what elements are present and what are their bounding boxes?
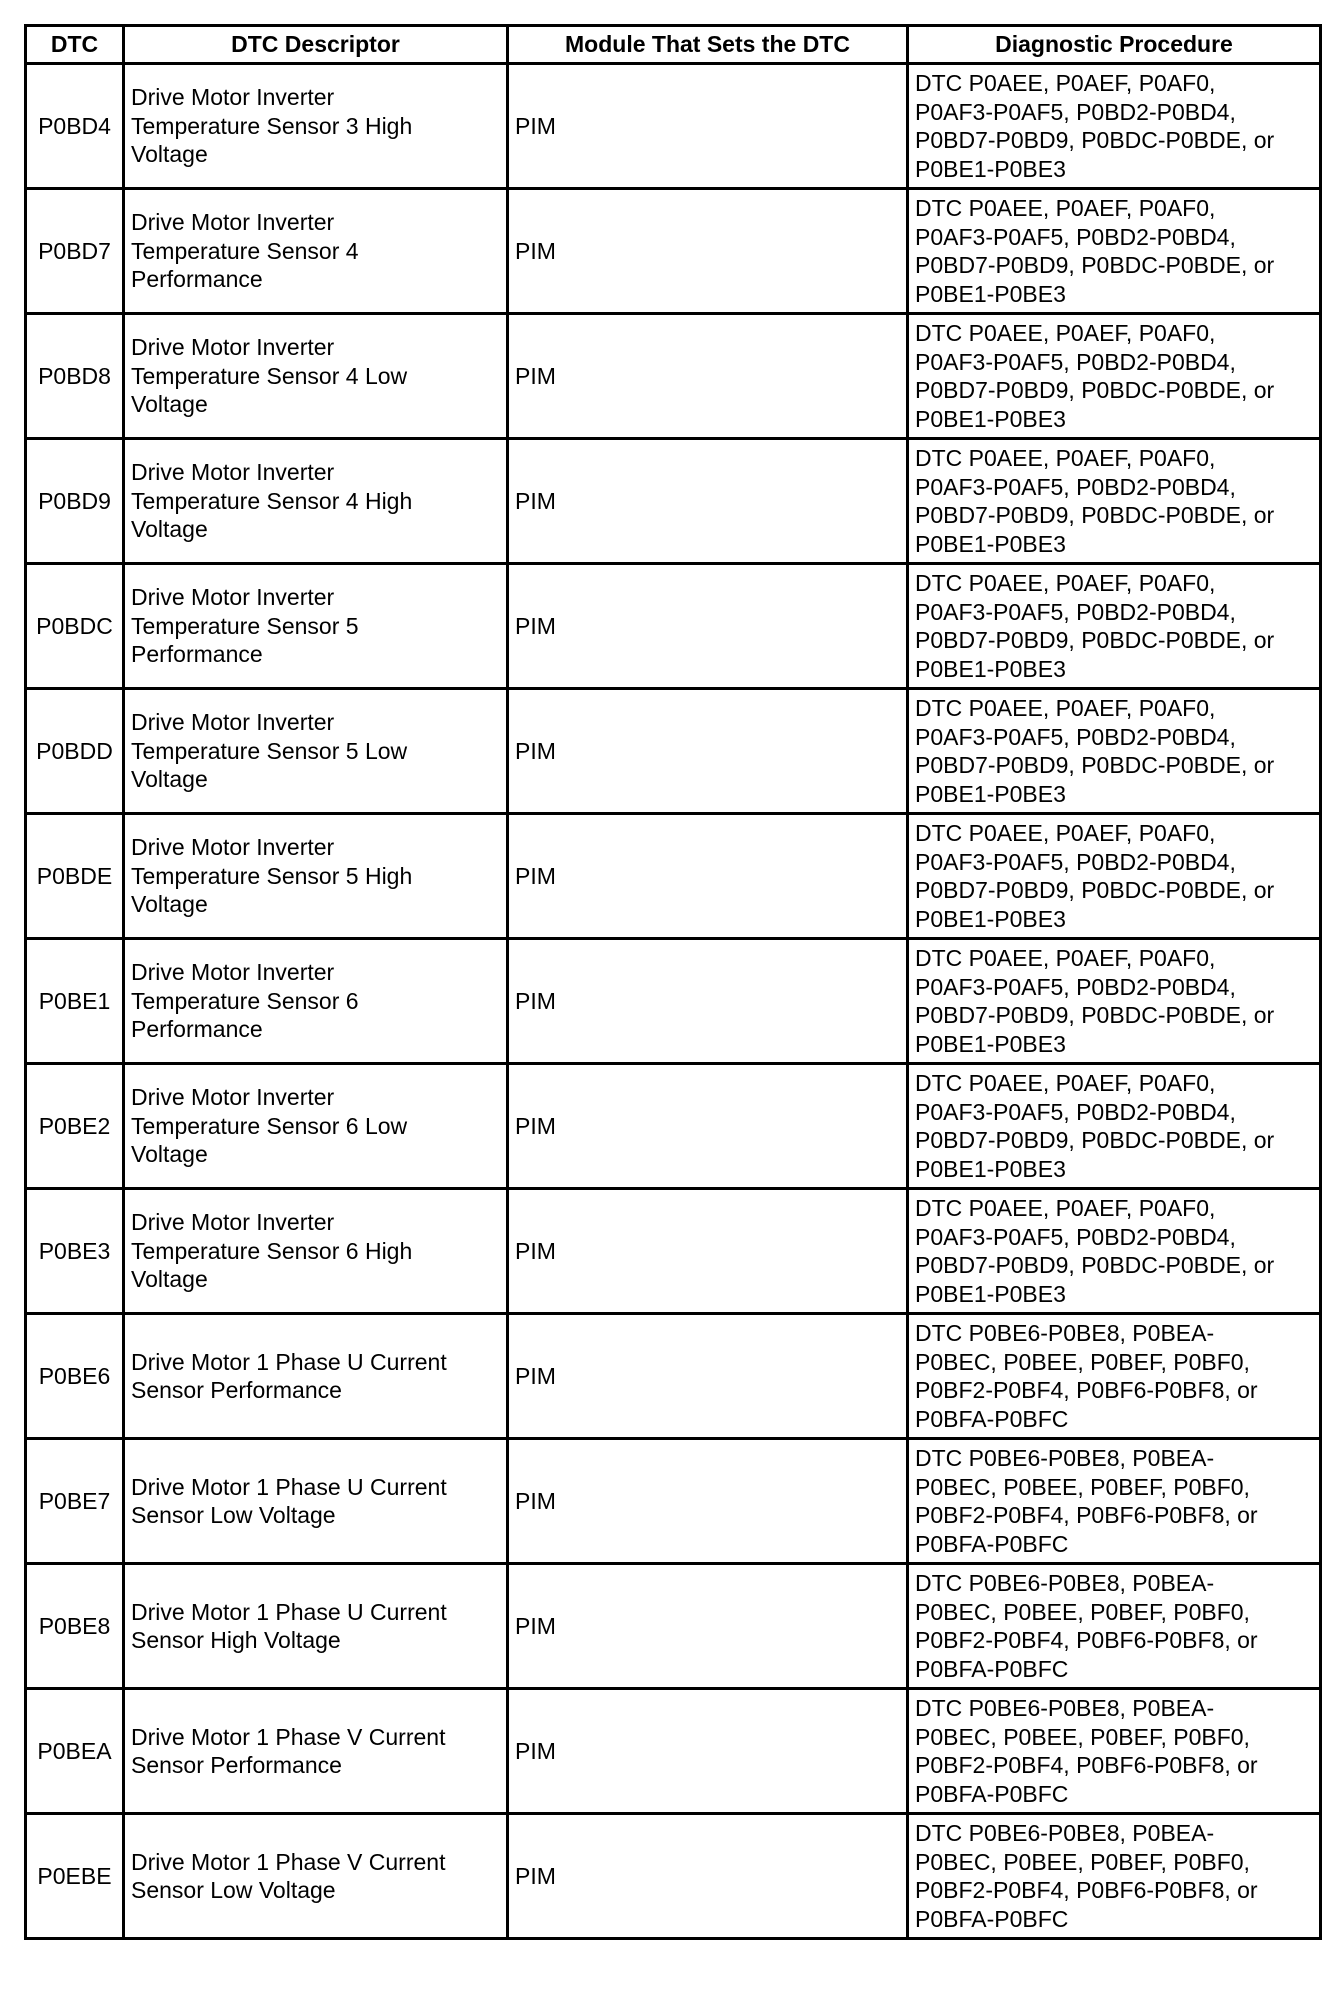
procedure-line: P0BFA-P0BFC — [915, 1655, 1069, 1682]
diagnostic-procedure-cell — [908, 1064, 1321, 1189]
diagnostic-procedure-cell — [908, 814, 1321, 939]
descriptor-line: Temperature Sensor 4 High — [131, 487, 413, 514]
diagnostic-procedure-cell — [908, 64, 1321, 189]
procedure-line: P0BD7-P0BD9, P0BDC-P0BDE, or — [915, 127, 1275, 153]
module-cell: PIM — [508, 1564, 908, 1689]
descriptor-line: Temperature Sensor 6 — [131, 987, 359, 1014]
procedure-line: P0BFA-P0BFC — [915, 1905, 1069, 1932]
dtc-descriptor-cell — [124, 1814, 508, 1939]
descriptor-line: Voltage — [131, 891, 208, 918]
procedure-line: P0AF3-P0AF5, P0BD2-P0BD4, — [915, 1098, 1236, 1125]
descriptor-line: Temperature Sensor 3 High — [131, 112, 413, 139]
descriptor-line: Voltage — [131, 516, 208, 543]
dtc-descriptor-cell — [124, 1439, 508, 1564]
module-cell: PIM — [508, 1814, 908, 1939]
descriptor-line: Drive Motor 1 Phase U Current — [131, 1598, 447, 1625]
dtc-code-cell: P0BD8 — [26, 314, 124, 439]
descriptor-line: Drive Motor Inverter — [131, 1209, 335, 1236]
procedure-line: DTC P0AEE, P0AEF, P0AF0, — [915, 570, 1216, 596]
procedure-line: P0AF3-P0AF5, P0BD2-P0BD4, — [915, 473, 1236, 500]
descriptor-line: Temperature Sensor 4 Low — [131, 362, 408, 389]
table-row — [26, 1189, 1321, 1314]
procedure-line: P0BF2-P0BF4, P0BF6-P0BF8, or — [915, 1877, 1258, 1903]
header-dtc: DTC — [26, 26, 124, 64]
dtc-code-cell: P0BE6 — [26, 1314, 124, 1439]
procedure-line: P0BD7-P0BD9, P0BDC-P0BDE, or — [915, 1252, 1275, 1278]
procedure-line: P0BF2-P0BF4, P0BF6-P0BF8, or — [915, 1752, 1258, 1778]
procedure-line: P0BD7-P0BD9, P0BDC-P0BDE, or — [915, 1002, 1275, 1028]
dtc-descriptor-cell — [124, 1689, 508, 1814]
procedure-line: P0AF3-P0AF5, P0BD2-P0BD4, — [915, 348, 1236, 375]
procedure-line: P0BFA-P0BFC — [915, 1530, 1069, 1557]
dtc-code-cell: P0BE3 — [26, 1189, 124, 1314]
diagnostic-procedure-cell — [908, 1814, 1321, 1939]
table-row — [26, 1564, 1321, 1689]
module-cell: PIM — [508, 1439, 908, 1564]
descriptor-line: Voltage — [131, 391, 208, 418]
module-cell: PIM — [508, 939, 908, 1064]
table-row — [26, 1689, 1321, 1814]
dtc-descriptor-cell — [124, 439, 508, 564]
procedure-line: P0BEC, P0BEE, P0BEF, P0BF0, — [915, 1473, 1250, 1500]
descriptor-line: Drive Motor 1 Phase U Current — [131, 1473, 447, 1500]
descriptor-line: Voltage — [131, 1266, 208, 1293]
descriptor-line: Temperature Sensor 6 High — [131, 1237, 413, 1264]
module-cell: PIM — [508, 1689, 908, 1814]
module-cell: PIM — [508, 564, 908, 689]
module-cell: PIM — [508, 1064, 908, 1189]
procedure-line: P0BF2-P0BF4, P0BF6-P0BF8, or — [915, 1502, 1258, 1528]
procedure-line: P0AF3-P0AF5, P0BD2-P0BD4, — [915, 223, 1236, 250]
dtc-descriptor-cell — [124, 314, 508, 439]
procedure-line: P0BD7-P0BD9, P0BDC-P0BDE, or — [915, 877, 1275, 903]
procedure-line: P0BE1-P0BE3 — [915, 405, 1066, 432]
table-body — [26, 64, 1321, 1939]
procedure-line: P0AF3-P0AF5, P0BD2-P0BD4, — [915, 598, 1236, 625]
procedure-line: P0AF3-P0AF5, P0BD2-P0BD4, — [915, 1223, 1236, 1250]
procedure-line: P0BEC, P0BEE, P0BEF, P0BF0, — [915, 1598, 1250, 1625]
procedure-line: P0AF3-P0AF5, P0BD2-P0BD4, — [915, 723, 1236, 750]
dtc-code-cell: P0BDE — [26, 814, 124, 939]
procedure-line: P0BD7-P0BD9, P0BDC-P0BDE, or — [915, 377, 1275, 403]
module-cell: PIM — [508, 439, 908, 564]
descriptor-line: Drive Motor Inverter — [131, 834, 335, 861]
descriptor-line: Temperature Sensor 5 — [131, 612, 359, 639]
dtc-code-cell: P0BE1 — [26, 939, 124, 1064]
table-row — [26, 1314, 1321, 1439]
procedure-line: P0BF2-P0BF4, P0BF6-P0BF8, or — [915, 1377, 1258, 1403]
dtc-descriptor-cell — [124, 1064, 508, 1189]
procedure-line: DTC P0BE6-P0BE8, P0BEA- — [915, 1320, 1215, 1346]
procedure-line: DTC P0AEE, P0AEF, P0AF0, — [915, 70, 1216, 96]
descriptor-line: Temperature Sensor 6 Low — [131, 1112, 408, 1139]
procedure-line: P0BE1-P0BE3 — [915, 155, 1066, 182]
module-cell: PIM — [508, 689, 908, 814]
procedure-line: DTC P0AEE, P0AEF, P0AF0, — [915, 695, 1216, 721]
table-row — [26, 689, 1321, 814]
dtc-descriptor-cell — [124, 64, 508, 189]
procedure-line: DTC P0BE6-P0BE8, P0BEA- — [915, 1820, 1215, 1846]
descriptor-line: Drive Motor Inverter — [131, 1084, 335, 1111]
diagnostic-procedure-cell — [908, 439, 1321, 564]
dtc-code-cell: P0BD4 — [26, 64, 124, 189]
procedure-line: DTC P0AEE, P0AEF, P0AF0, — [915, 1070, 1216, 1096]
diagnostic-procedure-cell — [908, 1439, 1321, 1564]
procedure-line: P0BE1-P0BE3 — [915, 1280, 1066, 1307]
procedure-line: P0BE1-P0BE3 — [915, 280, 1066, 307]
procedure-line: P0BD7-P0BD9, P0BDC-P0BDE, or — [915, 252, 1275, 278]
descriptor-line: Drive Motor 1 Phase V Current — [131, 1848, 446, 1875]
descriptor-line: Performance — [131, 1016, 263, 1043]
table-row — [26, 564, 1321, 689]
procedure-line: P0BD7-P0BD9, P0BDC-P0BDE, or — [915, 502, 1275, 528]
descriptor-line: Drive Motor Inverter — [131, 84, 335, 111]
procedure-line: P0AF3-P0AF5, P0BD2-P0BD4, — [915, 973, 1236, 1000]
descriptor-line: Drive Motor Inverter — [131, 459, 335, 486]
procedure-line: P0BFA-P0BFC — [915, 1780, 1069, 1807]
header-module: Module That Sets the DTC — [508, 26, 908, 64]
diagnostic-procedure-cell — [908, 564, 1321, 689]
dtc-code-cell: P0EBE — [26, 1814, 124, 1939]
procedure-line: P0BD7-P0BD9, P0BDC-P0BDE, or — [915, 627, 1275, 653]
dtc-descriptor-cell — [124, 939, 508, 1064]
dtc-code-cell: P0BEA — [26, 1689, 124, 1814]
module-cell: PIM — [508, 314, 908, 439]
descriptor-line: Sensor Low Voltage — [131, 1877, 336, 1903]
table-row — [26, 1064, 1321, 1189]
dtc-descriptor-cell — [124, 689, 508, 814]
diagnostic-procedure-cell — [908, 1564, 1321, 1689]
dtc-code-cell: P0BE7 — [26, 1439, 124, 1564]
diagnostic-procedure-cell — [908, 939, 1321, 1064]
procedure-line: DTC P0BE6-P0BE8, P0BEA- — [915, 1695, 1215, 1721]
descriptor-line: Temperature Sensor 4 — [131, 237, 359, 264]
descriptor-line: Drive Motor Inverter — [131, 709, 335, 736]
descriptor-line: Voltage — [131, 141, 208, 168]
module-cell: PIM — [508, 189, 908, 314]
descriptor-line: Drive Motor Inverter — [131, 584, 335, 611]
descriptor-line: Drive Motor Inverter — [131, 209, 335, 236]
descriptor-line: Drive Motor Inverter — [131, 334, 335, 361]
descriptor-line: Sensor Low Voltage — [131, 1502, 336, 1528]
table-row — [26, 1814, 1321, 1939]
dtc-code-cell: P0BDC — [26, 564, 124, 689]
header-row — [26, 26, 1321, 64]
module-cell: PIM — [508, 64, 908, 189]
table-row — [26, 189, 1321, 314]
descriptor-line: Temperature Sensor 5 High — [131, 862, 413, 889]
table-row — [26, 939, 1321, 1064]
procedure-line: P0BE1-P0BE3 — [915, 780, 1066, 807]
diagnostic-procedure-cell — [908, 1689, 1321, 1814]
procedure-line: DTC P0AEE, P0AEF, P0AF0, — [915, 445, 1216, 471]
procedure-line: DTC P0AEE, P0AEF, P0AF0, — [915, 195, 1216, 221]
table-row — [26, 314, 1321, 439]
descriptor-line: Sensor High Voltage — [131, 1627, 341, 1653]
procedure-line: P0BD7-P0BD9, P0BDC-P0BDE, or — [915, 752, 1275, 778]
procedure-line: DTC P0AEE, P0AEF, P0AF0, — [915, 945, 1216, 971]
descriptor-line: Sensor Performance — [131, 1377, 342, 1403]
procedure-line: P0BEC, P0BEE, P0BEF, P0BF0, — [915, 1723, 1250, 1750]
procedure-line: P0BE1-P0BE3 — [915, 1030, 1066, 1057]
module-cell: PIM — [508, 814, 908, 939]
dtc-descriptor-cell — [124, 814, 508, 939]
dtc-descriptor-cell — [124, 1564, 508, 1689]
table-header — [26, 26, 1321, 64]
procedure-line: P0BE1-P0BE3 — [915, 530, 1066, 557]
descriptor-line: Voltage — [131, 1141, 208, 1168]
diagnostic-procedure-cell — [908, 1314, 1321, 1439]
header-diagnostic-procedure: Diagnostic Procedure — [908, 26, 1321, 64]
descriptor-line: Performance — [131, 641, 263, 668]
descriptor-line: Drive Motor 1 Phase U Current — [131, 1348, 447, 1375]
procedure-line: DTC P0BE6-P0BE8, P0BEA- — [915, 1570, 1215, 1596]
dtc-descriptor-cell — [124, 189, 508, 314]
dtc-code-cell: P0BE2 — [26, 1064, 124, 1189]
procedure-line: DTC P0BE6-P0BE8, P0BEA- — [915, 1445, 1215, 1471]
procedure-line: P0BEC, P0BEE, P0BEF, P0BF0, — [915, 1348, 1250, 1375]
module-cell: PIM — [508, 1314, 908, 1439]
procedure-line: P0AF3-P0AF5, P0BD2-P0BD4, — [915, 848, 1236, 875]
procedure-line: DTC P0AEE, P0AEF, P0AF0, — [915, 820, 1216, 846]
dtc-descriptor-cell — [124, 1314, 508, 1439]
dtc-code-cell: P0BE8 — [26, 1564, 124, 1689]
diagnostic-procedure-cell — [908, 1189, 1321, 1314]
dtc-descriptor-cell — [124, 1189, 508, 1314]
procedure-line: P0BEC, P0BEE, P0BEF, P0BF0, — [915, 1848, 1250, 1875]
diagnostic-procedure-cell — [908, 189, 1321, 314]
descriptor-line: Drive Motor Inverter — [131, 959, 335, 986]
procedure-line: DTC P0AEE, P0AEF, P0AF0, — [915, 320, 1216, 346]
descriptor-line: Drive Motor 1 Phase V Current — [131, 1723, 446, 1750]
procedure-line: P0BD7-P0BD9, P0BDC-P0BDE, or — [915, 1127, 1275, 1153]
descriptor-line: Temperature Sensor 5 Low — [131, 737, 408, 764]
descriptor-line: Sensor Performance — [131, 1752, 342, 1778]
diagnostic-procedure-cell — [908, 689, 1321, 814]
module-cell: PIM — [508, 1189, 908, 1314]
diagnostic-procedure-cell — [908, 314, 1321, 439]
procedure-line: P0BFA-P0BFC — [915, 1405, 1069, 1432]
table-row — [26, 814, 1321, 939]
descriptor-line: Performance — [131, 266, 263, 293]
table-row — [26, 64, 1321, 189]
descriptor-line: Voltage — [131, 766, 208, 793]
table-row — [26, 1439, 1321, 1564]
dtc-table — [24, 24, 1322, 1940]
dtc-code-cell: P0BD7 — [26, 189, 124, 314]
dtc-descriptor-cell — [124, 564, 508, 689]
procedure-line: P0BE1-P0BE3 — [915, 905, 1066, 932]
dtc-code-cell: P0BDD — [26, 689, 124, 814]
procedure-line: P0BE1-P0BE3 — [915, 1155, 1066, 1182]
procedure-line: P0BF2-P0BF4, P0BF6-P0BF8, or — [915, 1627, 1258, 1653]
header-dtc-descriptor: DTC Descriptor — [124, 26, 508, 64]
procedure-line: DTC P0AEE, P0AEF, P0AF0, — [915, 1195, 1216, 1221]
table-row — [26, 439, 1321, 564]
procedure-line: P0BE1-P0BE3 — [915, 655, 1066, 682]
procedure-line: P0AF3-P0AF5, P0BD2-P0BD4, — [915, 98, 1236, 125]
dtc-code-cell: P0BD9 — [26, 439, 124, 564]
